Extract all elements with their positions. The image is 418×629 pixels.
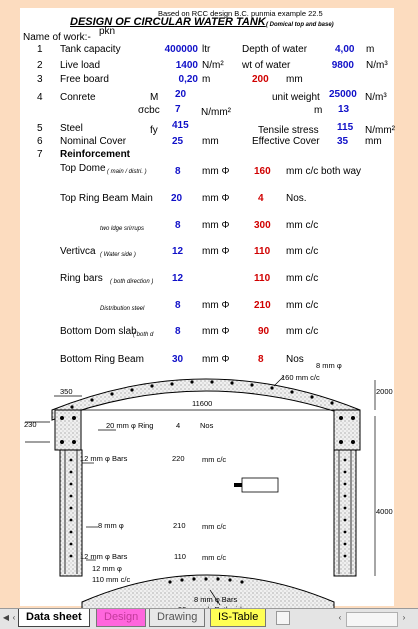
ring-bar-label: 20 mm φ Ring [106,421,154,430]
scroll-right-icon[interactable]: › [402,613,406,622]
dist-bar-value: 210 [173,521,186,530]
fy-label: fy [150,125,158,136]
ring-bars-dia[interactable]: 12 [172,273,184,284]
stirrups-dia[interactable]: 8 [175,220,181,231]
stirrups-note: two ldge srirrups [100,226,145,232]
nominal-cover-value[interactable]: 25 [172,136,184,147]
free-board-label: Free board [60,74,109,85]
insert-sheet-icon[interactable] [276,611,290,625]
m-label: m [314,105,323,116]
free-board-mm-unit: mm [286,74,303,85]
data-sheet [20,8,394,606]
dist-bar-label: 8 mm φ [98,521,124,530]
nominal-cover-unit: mm [202,136,219,147]
stirrups-unit: mm Φ [202,220,230,231]
unit-weight-value[interactable]: 25000 [329,89,357,100]
bars-b-value: 110 [174,552,186,561]
wt-water-unit: N/m³ [366,60,388,71]
top-ring-beam-dia[interactable]: 20 [171,193,183,204]
wall-thickness-dim: 350 [60,387,73,396]
tank-capacity-unit: ltr [202,44,211,55]
row-number: 5 [37,123,43,134]
horizontal-scrollbar[interactable] [346,612,398,627]
top-dome-note: ( main / distri. ) [107,169,147,175]
tensile-stress-label: Tensile stress [258,125,319,136]
ring-count-label: 4 [176,421,181,430]
reinforcement-heading: Reinforcement [60,149,131,160]
vertical-label: Vertivca [60,246,96,257]
top-ring-beam-count: 4 [258,193,264,204]
vertical-note: ( Water side ) [100,252,136,258]
free-board-unit: m [202,74,211,85]
tensile-stress-value[interactable]: 115 [337,122,354,133]
wt-water-value[interactable]: 9800 [331,60,354,71]
top-dome-suffix: mm c/c both way [286,166,362,177]
row-number: 3 [37,74,43,85]
bottom-dome-label: Bottom Dom slab [60,326,137,337]
depth-label: Depth of water [242,44,308,55]
vertical-suffix: mm c/c [286,246,319,257]
stirrups-suffix: mm c/c [286,220,319,231]
bottom-ring-beam-unit: mm Φ [202,354,230,365]
scroll-left-icon[interactable]: ‹ [338,613,342,622]
sigma-cbc-unit: N/mm² [201,107,231,118]
bottom-ring-beam-label: Bottom Ring Beam [60,354,144,365]
page-title: DESIGN OF CIRCULAR WATER TANK [70,16,266,28]
bars-a-unit: mm c/c [202,455,227,464]
unit-weight-label: unit weight [272,92,320,103]
prev-sheet-icon[interactable]: ‹ [12,613,16,622]
row-number: 1 [37,44,43,55]
concrete-grade-value[interactable]: 20 [175,89,187,100]
bottom-dome-note: ( both d [133,332,154,338]
bottom-ring-beam-dia[interactable]: 30 [172,354,184,365]
bars-b-unit: mm c/c [202,553,227,562]
vertical-spacing: 110 [254,246,271,257]
ring-unit-label: Nos [200,421,214,430]
tank-capacity-label: Tank capacity [60,44,121,55]
tensile-stress-unit: N/mm² [365,125,395,136]
vertical-unit: mm Φ [202,246,230,257]
free-board-mm-value: 200 [252,74,269,85]
live-load-label: Live load [60,60,101,71]
ring-bars-label: Ring bars [60,273,103,284]
distribution-unit: mm Φ [202,300,230,311]
top-dome-label: Top Dome [60,163,106,174]
bottom-ring-beam-count: 8 [258,354,264,365]
m-value: 13 [338,104,350,115]
dist-bar-unit: mm c/c [202,522,227,531]
reference-note: Based on RCC design B.C. punmia example 22.5 [158,9,323,18]
depth-unit: m [366,44,375,55]
bars-c-label: 12 mm φ [92,564,122,573]
row-number: 6 [37,136,43,147]
effective-cover-label: Effective Cover [252,136,320,147]
tab-data-sheet[interactable]: Data sheet [18,609,90,627]
distribution-dia[interactable]: 8 [175,300,181,311]
live-load-value[interactable]: 1400 [175,60,198,71]
dome-bar-label: 8 mm φ [316,361,342,370]
effective-cover-value: 35 [337,136,349,147]
top-dome-spacing: 160 [254,166,271,177]
base-bar-label: 8 mm φ Bars [194,595,238,604]
concrete-m-label: M [150,92,159,103]
tab-is-table[interactable]: IS-Table [210,609,266,627]
top-ring-beam-unit: mm Φ [202,193,230,204]
bottom-ring-beam-suffix: Nos [286,354,304,365]
nominal-cover-label: Nominal Cover [60,136,127,147]
distribution-note: Distribution steel [100,306,145,312]
bottom-dome-unit: mm Φ [202,326,230,337]
bottom-dome-suffix: mm c/c [286,326,319,337]
row-number: 2 [37,60,43,71]
effective-cover-unit: mm [365,136,382,147]
free-board-value[interactable]: 0,20 [178,74,198,85]
name-of-work-label: Name of work:- [23,32,91,43]
depth-value[interactable]: 4,00 [335,44,355,55]
top-dome-unit: mm Φ [202,166,230,177]
bottom-dome-dia[interactable]: 8 [175,326,181,337]
bars-a-value: 220 [172,454,185,463]
name-of-work-value[interactable]: pkn [99,26,116,37]
rise-dim: 2000 [376,387,393,396]
beam-depth-dim: 230 [24,420,37,429]
steel-label: Steel [60,123,83,134]
sigma-cbc-value[interactable]: 7 [175,104,181,115]
top-ring-beam-suffix: Nos. [286,193,307,204]
stirrups-spacing: 300 [254,220,271,231]
top-dome-dia[interactable]: 8 [175,166,181,177]
sheet-tab-bar [0,608,418,629]
ring-bars-note: ( both direction ) [110,279,154,285]
concrete-label: Conrete [60,92,96,103]
tab-design[interactable]: Design [96,609,146,627]
ring-bars-spacing: 110 [254,273,271,284]
bars-a-label: 12 mm φ Bars [80,454,128,463]
bars-b-label: 12 mm φ Bars [80,552,128,561]
live-load-unit: N/m² [202,60,224,71]
unit-weight-unit: N/m³ [365,92,387,103]
ring-bars-suffix: mm c/c [286,273,319,284]
diameter-dim: 11600 [192,399,213,408]
sigma-cbc-label: σcbc [138,105,160,116]
fy-value[interactable]: 415 [172,120,189,131]
bars-c-spacing: 110 mm c/c [92,575,131,584]
distribution-spacing: 210 [254,300,271,311]
vertical-dia[interactable]: 12 [172,246,184,257]
tab-drawing[interactable]: Drawing [149,609,205,627]
top-ring-beam-label: Top Ring Beam Main [60,193,153,204]
row-number: 7 [37,149,43,160]
first-sheet-icon[interactable]: ◀ [2,613,10,622]
height-dim: 4000 [376,507,393,516]
row-number: 4 [37,92,43,103]
bottom-dome-spacing: 90 [258,326,270,337]
title-note: ( Domical top and base) [266,22,334,28]
dome-spacing-label: 160 mm c/c [281,373,320,382]
wt-water-label: wt of water [242,60,291,71]
distribution-suffix: mm c/c [286,300,319,311]
tank-capacity-value[interactable]: 400000 [164,44,198,55]
